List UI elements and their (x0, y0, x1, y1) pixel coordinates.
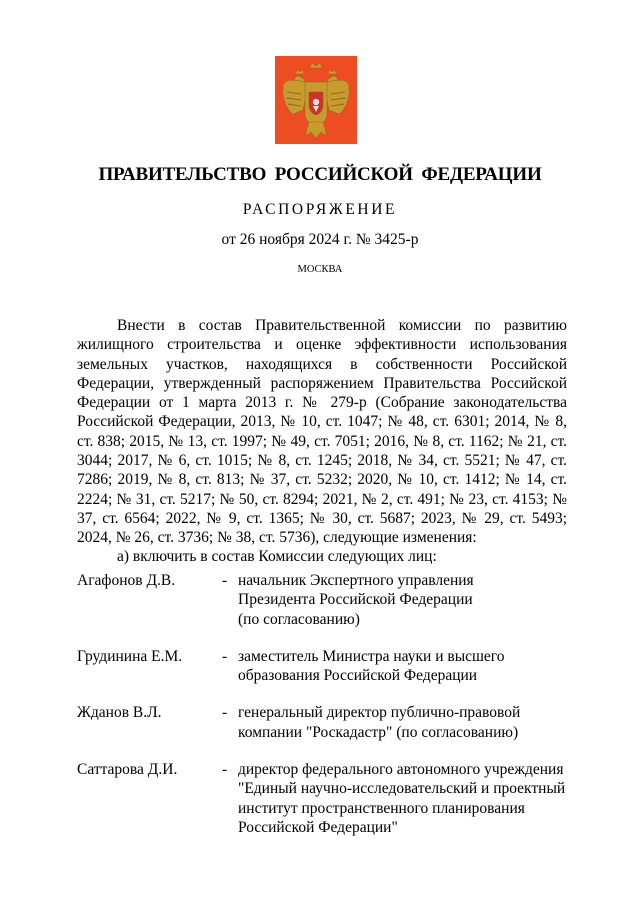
member-position (238, 571, 568, 629)
member-position (238, 703, 568, 742)
member-position-line: Президента Российской Федерации (238, 591, 473, 609)
member-position (238, 647, 568, 686)
member-name: Агафонов Д.В. (77, 572, 176, 589)
member-name: Жданов В.Л. (77, 704, 162, 722)
member-position-line: компании "Роскадастр" (по согласованию) (238, 723, 519, 741)
member-name: Саттарова Д.И. (77, 761, 178, 779)
sub-item-a: а) включить в состав Комиссии следующих лиц: (117, 548, 437, 565)
member-name: Грудинина Е.М. (77, 647, 183, 665)
member-row (77, 647, 577, 686)
member-position-line: заместитель Министра науки и высшего (238, 647, 505, 665)
member-position-line: (по согласованию) (238, 610, 360, 628)
member-position-line: Российской Федерации" (238, 818, 398, 836)
member-row (77, 760, 577, 837)
member-position-line: начальник Экспертного управления (238, 572, 474, 589)
member-position-line: директор федерального автономного учреждения (238, 761, 564, 779)
member-position-line: генеральный директор публично-правовой (238, 704, 521, 722)
government-title: ПРАВИТЕЛЬСТВО РОССИЙСКОЙ ФЕДЕРАЦИИ (98, 164, 542, 185)
member-dash: - (222, 704, 228, 722)
document-type: РАСПОРЯЖЕНИЕ (242, 201, 398, 218)
member-dash: - (222, 647, 228, 665)
document-date-number: от 26 ноября 2024 г. № 3425-р (221, 231, 419, 248)
members-list (77, 571, 577, 837)
member-position-line: образования Российской Федерации (238, 667, 478, 685)
russian-coat-of-arms-icon (275, 56, 357, 144)
member-position (238, 760, 568, 837)
member-dash: - (222, 572, 228, 589)
member-dash: - (222, 761, 228, 779)
body-paragraph: Внести в состав Правительственной комиссии по развитию жилищного строительства и оценке эффективности использования земельных участков, находящихся в собственности Российской Федерации, утвержденный распоряжением Правительства Российской Федерации от 1 марта 2013 г. № 279-р (Собрание законодательства Российской Федерации, 2013, № 10, ст. 1047; № 48, ст. 6301; 2014, № 8, ст. 838; 2015, № 13, ст. 1997; № 49, ст. 7051; 2016, № 8, ст. 1162; № 21, ст. 3044; 2017, № 6, ст. 1015; № 8, ст. 1245; 2018, № 34, ст. 5521; № 47, ст. 7286; 2019, № 8, ст. 813; № 37, ст. 5232; 2020, № 10, ст. 1412; № 14, ст. 2224; № 31, ст. 5217; № 50, ст. 8294; 2021, № 2, ст. 491; № 23, ст. 4153; № 37, ст. 6564; 2022, № 9, ст. 1365; № 30, ст. 5687; 2023, № 29, ст. 5493; 2024, № 26, ст. 3736; № 38, ст. 5736), следующие изменения: (77, 317, 567, 547)
document-city: МОСКВА (297, 264, 343, 275)
member-position-line: "Единый научно-исследовательский и проектный (238, 780, 566, 798)
member-row (77, 571, 577, 629)
member-row (77, 703, 577, 742)
member-position-line: институт пространственного планирования (238, 799, 525, 817)
